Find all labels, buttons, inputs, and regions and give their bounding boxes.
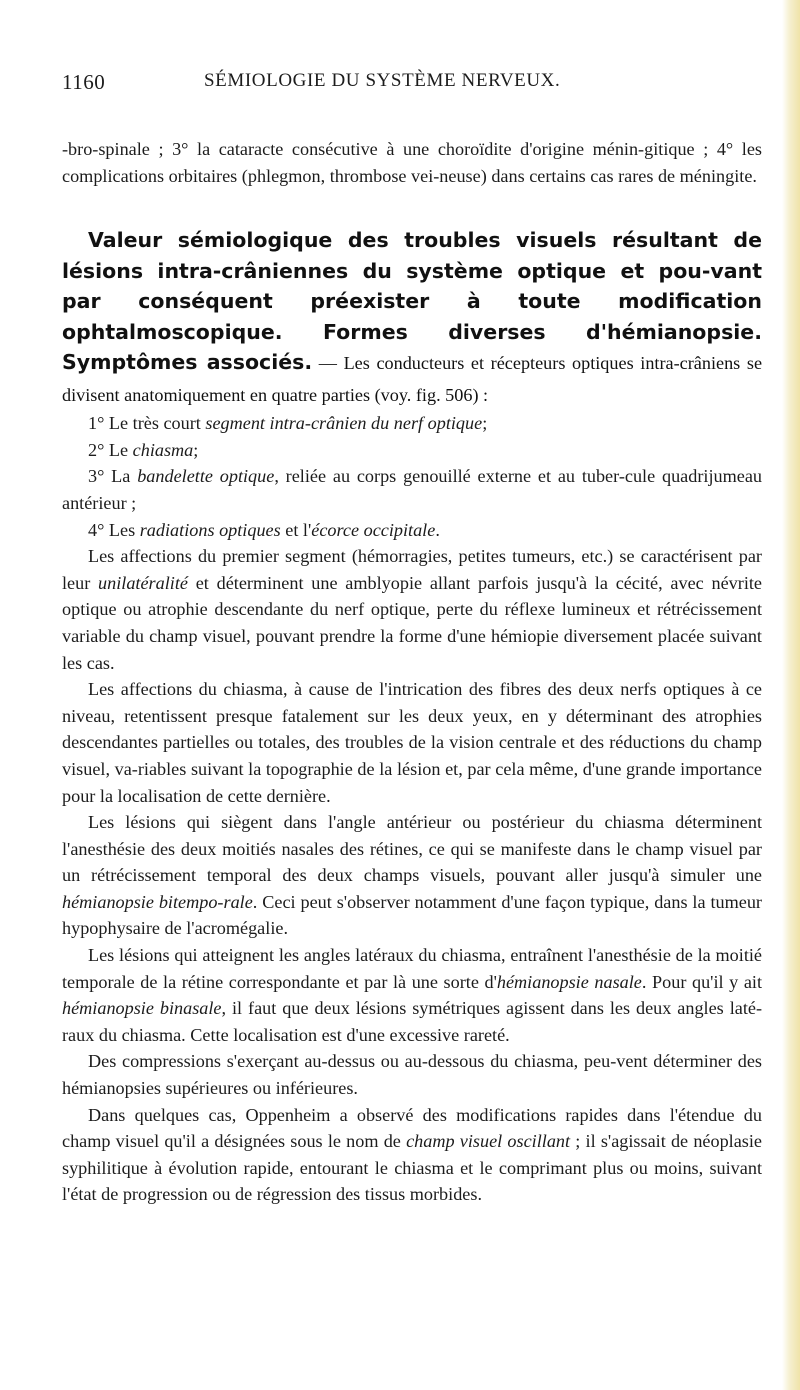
paragraph-lateral-angles: [62, 942, 762, 1048]
list-item-1: [62, 410, 762, 437]
list-item-4-tail: .: [435, 519, 440, 540]
list-item-3-tail: , reliée au corps genouillé externe et au tuber-cule quadrijumeau antérieur ;: [62, 466, 762, 513]
list-item-4-term-2: écorce occipitale: [311, 519, 436, 540]
list-item-3-term: bandelette optique: [137, 466, 275, 487]
page-header: [62, 56, 762, 96]
p4-text-b: . Pour qu'il y ait: [641, 971, 763, 992]
p6-text-a: Dans quelques cas, Oppenheim a observé des modifications rapides dans l'étendue du champ visuel qu'il a désignées sous le nom de: [62, 1104, 762, 1152]
list-item-4-term: radiations optiques: [139, 519, 281, 540]
paragraph-oppenheim: [62, 1102, 762, 1208]
p4-text-c: , il faut que deux lésions symétriques agissent dans les deux angles laté-raux du chiasma. Cette localisation est d'une excessive rareté.: [62, 998, 762, 1045]
list-item-2-num: 2° Le: [88, 439, 133, 460]
section-dash: —: [312, 353, 344, 374]
list-item-2: [62, 437, 762, 464]
paragraph-compressions: Des compressions s'exerçant au-dessus ou au-dessous du chiasma, peu-vent déterminer des hémianopsies supérieures ou inférieures.: [62, 1051, 762, 1099]
p3-text-a: Les lésions qui siègent dans l'angle antérieur ou postérieur du chiasma déterminent l'anesthésie des deux moitiés nasales des rétines, ce qui se manifeste dans le champ visuel par un rétrécissement temporal des deux champs visuels, pouvant aller jusqu'à simuler une: [62, 812, 762, 886]
section-title: Valeur sémiologique des troubles visuels résultant de lésions intra-crâniennes du système optique et pou-vant par conséquent préexister à toute modification ophtalmoscopique. Formes diverses d'hémianopsie. Symptômes associés.: [62, 228, 762, 375]
p4-text-a: Les lésions qui atteignent les angles latéraux du chiasma, entraînent l'anesthésie de la moitié temporale de la rétine correspondante et par là une sorte d': [62, 945, 762, 992]
running-title: SÉMIOLOGIE DU SYSTÈME NERVEUX.: [204, 70, 561, 91]
list-item-4-num: 4° Les: [88, 519, 140, 540]
p4-emphasis: hémianopsie nasale: [496, 971, 642, 992]
list-item-1-tail: ;: [482, 413, 488, 434]
paragraph-first-segment: [62, 543, 762, 676]
p3-text-b: . Ceci peut s'observer notamment d'une façon typique, dans la tumeur hypophysaire de l'acromégalie.: [62, 891, 762, 939]
list-item-1-num: 1° Le très court: [88, 413, 206, 434]
p1-text-b: et déterminent une amblyopie allant parfois jusqu'à la cécité, avec névrite optique ou atrophie descendante du nerf optique, perte du réflexe lumineux et rétrécissement variable du champ visuel, pouvant prendre la forme d'une hémiopie diversement placée suivant les cas.: [62, 572, 762, 673]
p1-emphasis: unilatéralité: [98, 572, 188, 593]
p6-text-b: ; il s'agissait de néoplasie syphilitique à évolution rapide, entourant le chiasma et le comprimant plus ou moins, suivant l'état de progression ou de régression des tissus morbides.: [62, 1131, 762, 1205]
list-item-4: [62, 517, 762, 544]
paragraph-angle-lesions: [62, 809, 762, 942]
page-number: 1160: [62, 70, 106, 94]
section-heading: [62, 225, 762, 410]
p1-text-a: Les affections du premier segment (hémorragies, petites tumeurs, etc.) se caractérisent par leur: [62, 546, 762, 593]
p4-emphasis-2: hémianopsie binasale: [62, 998, 222, 1019]
paragraph-chiasma: Les affections du chiasma, à cause de l'intrication des fibres des deux nerfs optiques à ce niveau, retentissent presque fatalement sur les deux yeux, en y déterminant des atrophies descendantes partielles ou totales, des troubles de la vision centrale et des réductions du champ visuel, va-riables suivant la topographie de la lésion et, par cela même, d'une grande importance pour la localisation de cette dernière.: [62, 679, 762, 806]
list-item-4-mid: et l': [280, 519, 312, 540]
section-intro: Les conducteurs et récepteurs optiques intra-crâniens se divisent anatomiquement en quatre parties (voy. fig. 506) :: [62, 353, 763, 405]
p3-emphasis: hémianopsie bitempo-rale: [62, 891, 253, 912]
book-page: [62, 56, 762, 1208]
list-item-3-num: 3° La: [88, 466, 138, 487]
p6-emphasis: champ visuel oscillant: [406, 1131, 571, 1152]
list-item-2-tail: ;: [193, 439, 199, 460]
list-item-2-term: chiasma: [132, 439, 194, 460]
list-item-1-term: segment intra-crânien du nerf optique: [205, 413, 483, 434]
list-item-3: [62, 463, 762, 516]
opening-paragraph: -bro-spinale ; 3° la cataracte consécutive à une choroïdite d'origine ménin-gitique ; 4° les complications orbitaires (phlegmon, thrombose vei-neuse) dans certains cas rares de méningite.: [62, 139, 762, 186]
page-edge-shading: [782, 0, 800, 1390]
